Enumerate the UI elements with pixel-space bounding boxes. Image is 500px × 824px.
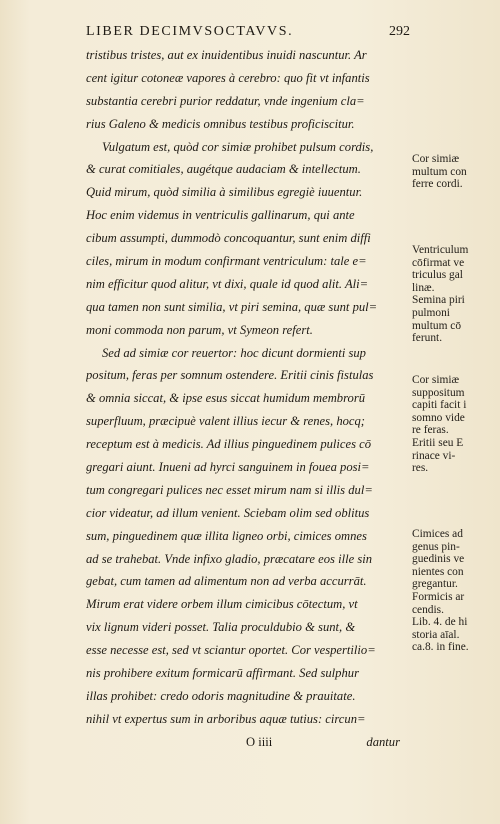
margin-line: suppositum: [412, 386, 465, 399]
margin-line: Eritii seu E: [412, 436, 464, 449]
text-line: substantia cerebri purior reddatur, vnde ingenium cla=: [86, 93, 365, 108]
text-line: superfluum, præcipuè valent illius iecur & renes, hocq;: [86, 414, 365, 429]
margin-line: genus pin-: [412, 540, 460, 553]
main-text-block: [86, 44, 404, 754]
catchword: dantur: [366, 734, 400, 749]
margin-line: ferre cordi.: [412, 178, 463, 191]
margin-line: res.: [412, 462, 429, 475]
text-line: illas prohibet: credo odoris magnitudine & prauitate.: [86, 688, 356, 703]
margin-line: storia aīal.: [412, 628, 460, 641]
text-line: rius Galeno & medicis omnibus testibus proficiscitur.: [86, 116, 355, 131]
margin-line: ca.8. in fine.: [412, 641, 469, 654]
margin-line: guedinis ve: [412, 553, 465, 566]
marginal-note-sleep: [412, 374, 498, 475]
text-line: nim efficitur quod alitur, vt dixi, quale id quod alit. Ali=: [86, 276, 369, 291]
margin-line: Lib. 4. de hi: [412, 616, 468, 629]
text-line: nis prohibere exitum formicarū affirmant. Sed sulphur: [86, 666, 359, 681]
margin-line: triculus gal: [412, 269, 463, 282]
margin-line: re feras.: [412, 424, 449, 437]
margin-line: Cor simiæ: [412, 153, 460, 165]
text-line: vix lignum videri posset. Talia proculdubio & sunt, &: [86, 620, 356, 635]
text-line: moni commoda non parum, vt Symeon refert.: [86, 322, 313, 337]
marginal-note-heart: [412, 153, 498, 191]
text-line: gebat, cum tamen ad alimentum non ad verba accurrāt.: [86, 574, 367, 589]
text-line: receptum est à medicis. Ad illius pinguedinem pulices cō: [86, 437, 372, 452]
page-header: [86, 24, 410, 42]
margin-line: linæ.: [412, 281, 435, 294]
margin-line: cōfirmat ve: [412, 256, 465, 269]
signature-mark: O iiii: [246, 734, 273, 749]
marginal-note-ventricle: [412, 244, 498, 345]
margin-line: Formicis ar: [412, 590, 465, 603]
text-line: & omnia siccat, & ipse esus siccat humidum membrorū: [86, 391, 366, 406]
text-line: & curat comitiales, augétque audaciam & intellectum.: [86, 162, 361, 177]
margin-line: Cimices ad: [412, 528, 463, 540]
margin-line: Cor simiæ: [412, 374, 460, 386]
text-line: gregari aiunt. Inueni ad hyrci sanguinem in fouea posi=: [86, 460, 370, 475]
margin-line: ferunt.: [412, 332, 443, 345]
text-line: ciles, mirum in modum confirmant ventriculum: tale e=: [86, 254, 367, 269]
margin-line: pulmoni: [412, 306, 450, 319]
text-line: sum, pinguedinem quæ illita ligneo orbi, cimices omnes: [86, 528, 367, 543]
text-line: esse necesse est, sed vt sciantur oportet. Cor vespertilio=: [86, 643, 376, 658]
margin-line: somno vide: [412, 411, 465, 424]
text-line: Hoc enim videmus in ventriculis gallinarum, qui ante: [86, 208, 355, 223]
margin-line: capiti facit i: [412, 399, 467, 412]
text-line: tristibus tristes, aut ex inuidentibus inuidi nascuntur. Ar: [86, 48, 367, 62]
page-footer: [86, 731, 404, 754]
text-line: cior videatur, ad illum venient. Sciebam olim sed oblitus: [86, 505, 370, 520]
margin-line: rinace vi-: [412, 449, 456, 462]
margin-line: Ventriculum: [412, 244, 469, 256]
text-line: Vulgatum est, quòd cor simiæ prohibet pulsum cordis,: [102, 139, 374, 154]
text-line: positum, feras per somnum ostendere. Eritii cinis fistulas: [86, 368, 374, 383]
text-line: nihil vt expertus sum in arboribus aquæ tutius: circun=: [86, 711, 366, 726]
text-line: tum congregari pulices nec esset mirum nam si illis dul=: [86, 482, 373, 497]
folio-number: 292: [389, 24, 410, 39]
margin-line: nientes con: [412, 565, 464, 578]
margin-line: multum con: [412, 165, 467, 178]
text-line: Mirum erat videre orbem illum cimicibus cōtectum, vt: [86, 597, 358, 612]
margin-line: cendis.: [412, 603, 444, 616]
margin-line: Semina piri: [412, 294, 465, 307]
text-line: Sed ad simiæ cor reuertor: hoc dicunt dormienti sup: [102, 345, 366, 360]
margin-line: gregantur.: [412, 578, 458, 591]
text-line: ad se trahebat. Vnde infixo gladio, præcatare eos ille sin: [86, 551, 373, 566]
text-line: qua tamen non sunt similia, vt piri semina, quæ sunt pul=: [86, 299, 378, 314]
running-head: LIBER DECIMVSOCTAVVS.: [86, 24, 294, 39]
margin-line: multum cō: [412, 319, 462, 332]
text-line: cent igitur cotoneæ vapores à cerebro: quo fit vt infantis: [86, 70, 370, 85]
text-line: cibum assumpti, dummodò concoquantur, sunt enim diffi: [86, 231, 371, 246]
text-line: Quid mirum, quòd similia à similibus egregiè iuuentur.: [86, 185, 363, 200]
marginal-note-cimices: [412, 528, 498, 654]
